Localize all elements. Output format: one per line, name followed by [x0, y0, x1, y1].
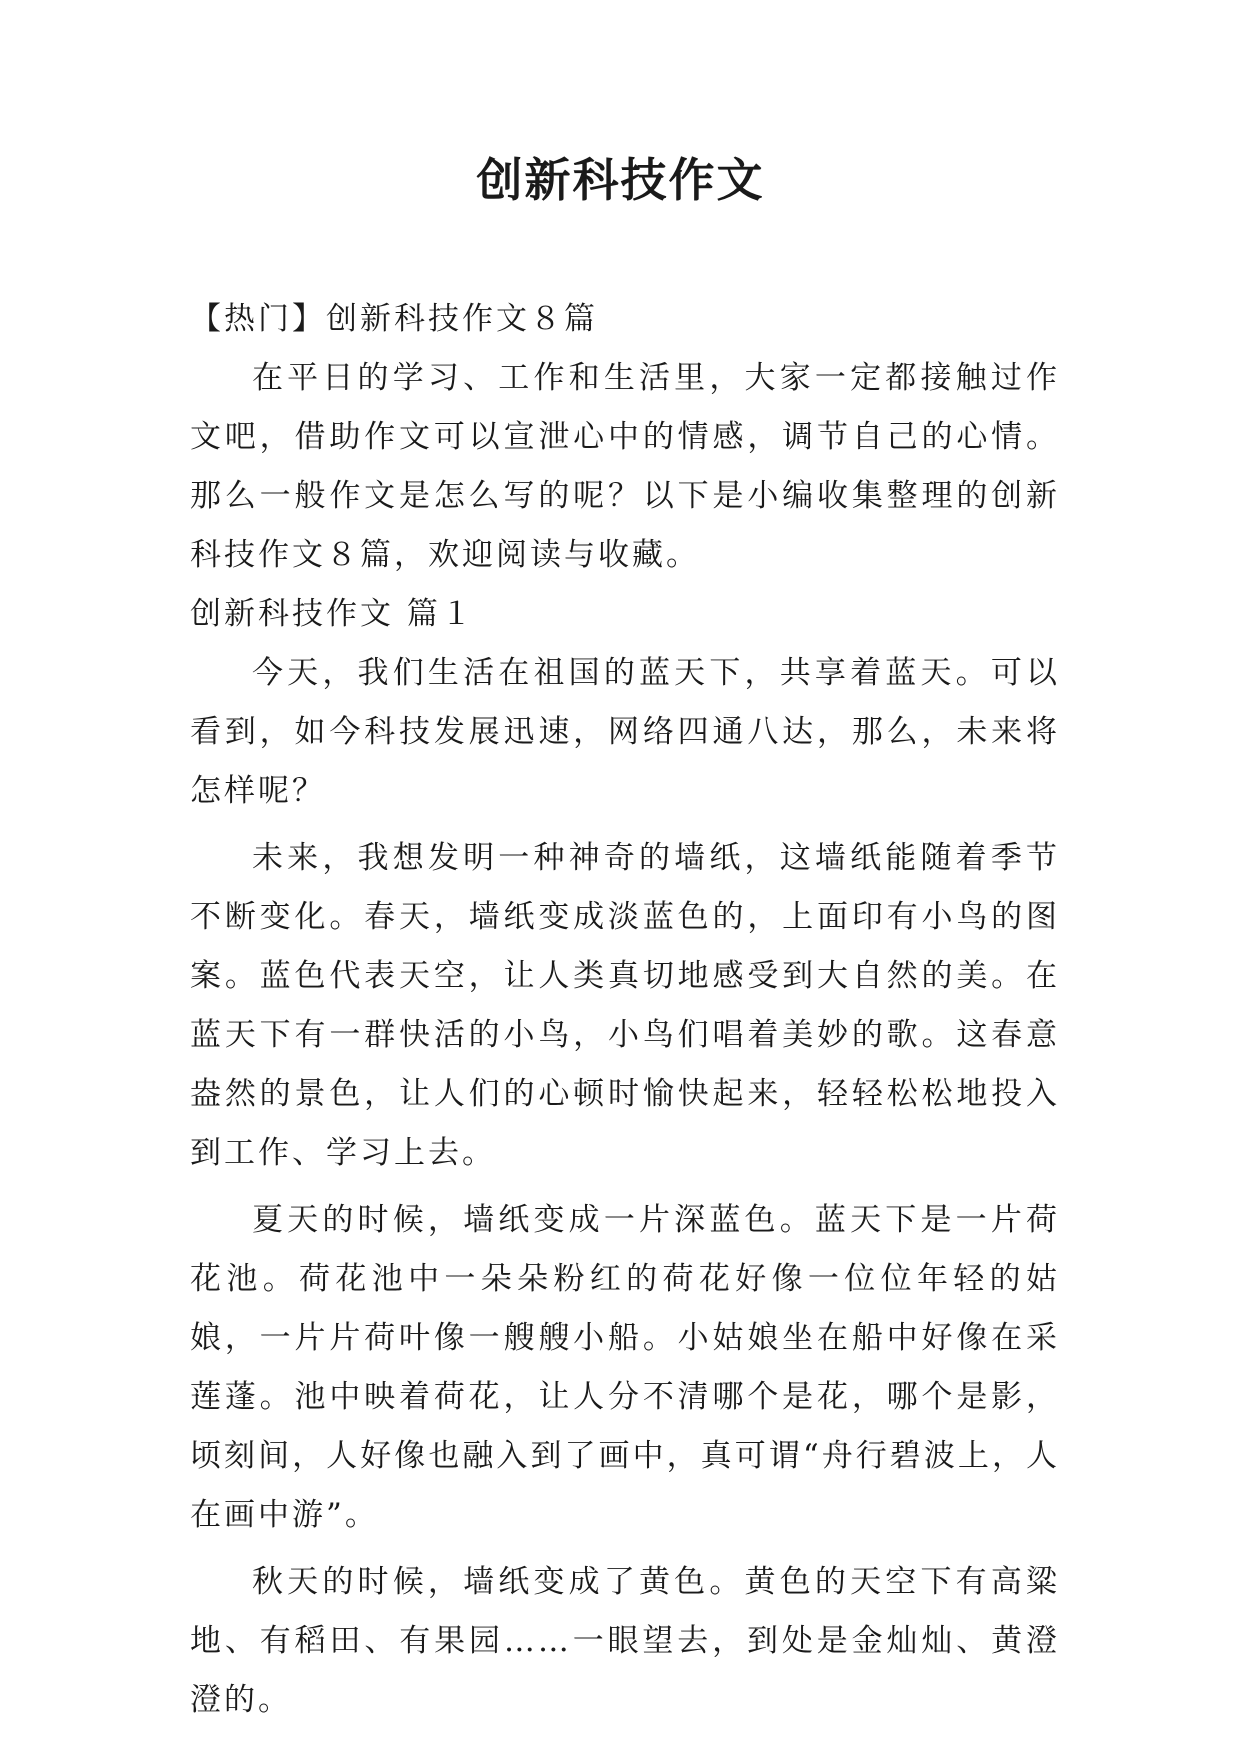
body-paragraph-1: 今天，我们生活在祖国的蓝天下，共享着蓝天。可以看到，如今科技发展迅速，网络四通八达，那么，未来将怎样呢？	[190, 655, 1060, 809]
intro-heading: 【热门】创新科技作文８篇	[190, 301, 598, 337]
section-heading: 创新科技作文 篇１	[190, 596, 475, 632]
intro-paragraph: 在平日的学习、工作和生活里，大家一定都接触过作文吧，借助作文可以宣泄心中的情感，调节自己的心情。那么一般作文是怎么写的呢？以下是小编收集整理的创新科技作文８篇，欢迎阅读与收藏。	[190, 360, 1060, 573]
document-title: 创新科技作文	[476, 153, 765, 207]
document-body	[190, 290, 1060, 1730]
body-paragraph-4: 秋天的时候，墙纸变成了黄色。黄色的天空下有高粱地、有稻田、有果园……一眼望去，到处是金灿灿、黄澄澄的。	[190, 1564, 1060, 1718]
body-paragraph-3: 夏天的时候，墙纸变成一片深蓝色。蓝天下是一片荷花池。荷花池中一朵朵粉红的荷花好像一位位年轻的姑娘，一片片荷叶像一艘艘小船。小姑娘坐在船中好像在采莲蓬。池中映着荷花，让人分不清哪个是花，哪个是影，顷刻间，人好像也融入到了画中，真可谓“舟行碧波上，人在画中游”。	[190, 1202, 1060, 1533]
body-paragraph-2: 未来，我想发明一种神奇的墙纸，这墙纸能随着季节不断变化。春天，墙纸变成淡蓝色的，上面印有小鸟的图案。蓝色代表天空，让人类真切地感受到大自然的美。在蓝天下有一群快活的小鸟，小鸟们唱着美妙的歌。这春意盎然的景色，让人们的心顿时愉快起来，轻轻松松地投入到工作、学习上去。	[190, 840, 1060, 1171]
